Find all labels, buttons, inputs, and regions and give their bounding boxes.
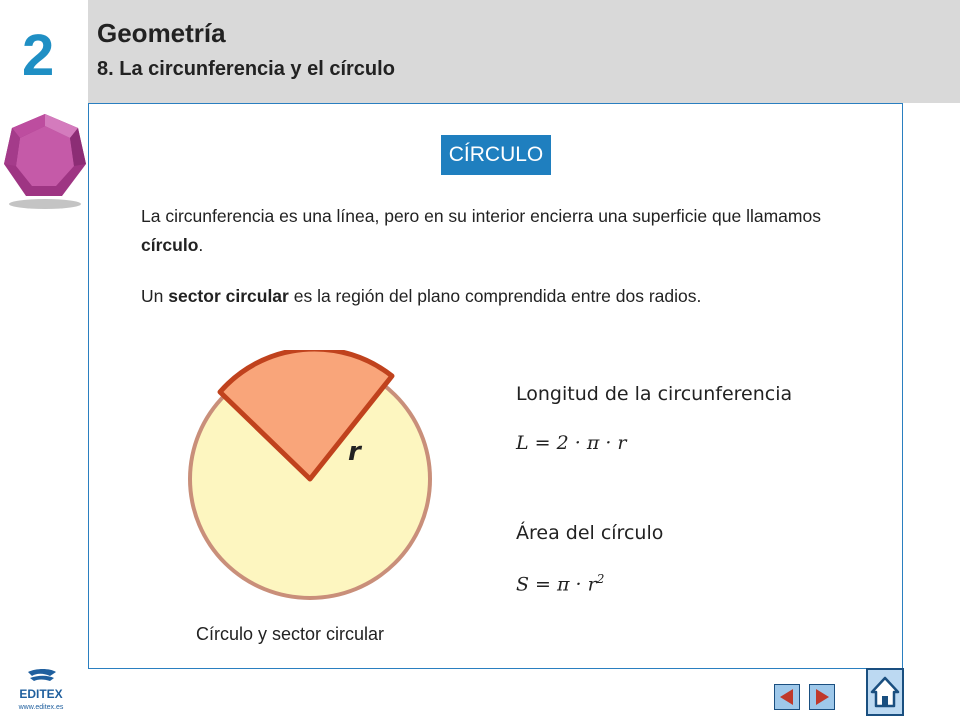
paragraph-circle: La circunferencia es una línea, pero en su interior encierra una superficie que llamamos círculo. [141, 206, 821, 255]
radius-label: r [348, 437, 361, 467]
home-icon [868, 670, 902, 714]
section-tag: CÍRCULO [441, 135, 551, 175]
svg-text:EDITEX: EDITEX [19, 687, 63, 701]
arrow-left-icon [775, 685, 799, 709]
diagram-caption: Círculo y sector circular [196, 624, 385, 644]
page-title: Geometría [97, 18, 226, 48]
area-label: Área del círculo [516, 522, 664, 544]
page-subtitle: 8. La circunferencia y el círculo [97, 58, 395, 80]
home-button[interactable] [866, 668, 904, 716]
area-formula: $S = \pi \cdot r^2$ [516, 572, 605, 596]
header-bar [88, 0, 960, 103]
prev-button[interactable] [774, 684, 800, 710]
next-button[interactable] [809, 684, 835, 710]
arrow-right-icon [810, 685, 834, 709]
length-label: Longitud de la circunferencia [516, 383, 793, 405]
paragraph-sector: Un sector circular es la región del plano comprendida entre dos radios. [141, 286, 702, 306]
length-formula: L = 2 · π · r [516, 432, 627, 454]
editex-logo [6, 668, 76, 714]
circle-sector-diagram [180, 350, 440, 610]
dodecahedron-icon [0, 108, 90, 213]
svg-text:www.editex.es: www.editex.es [18, 704, 64, 711]
chapter-number: 2 [22, 23, 55, 88]
